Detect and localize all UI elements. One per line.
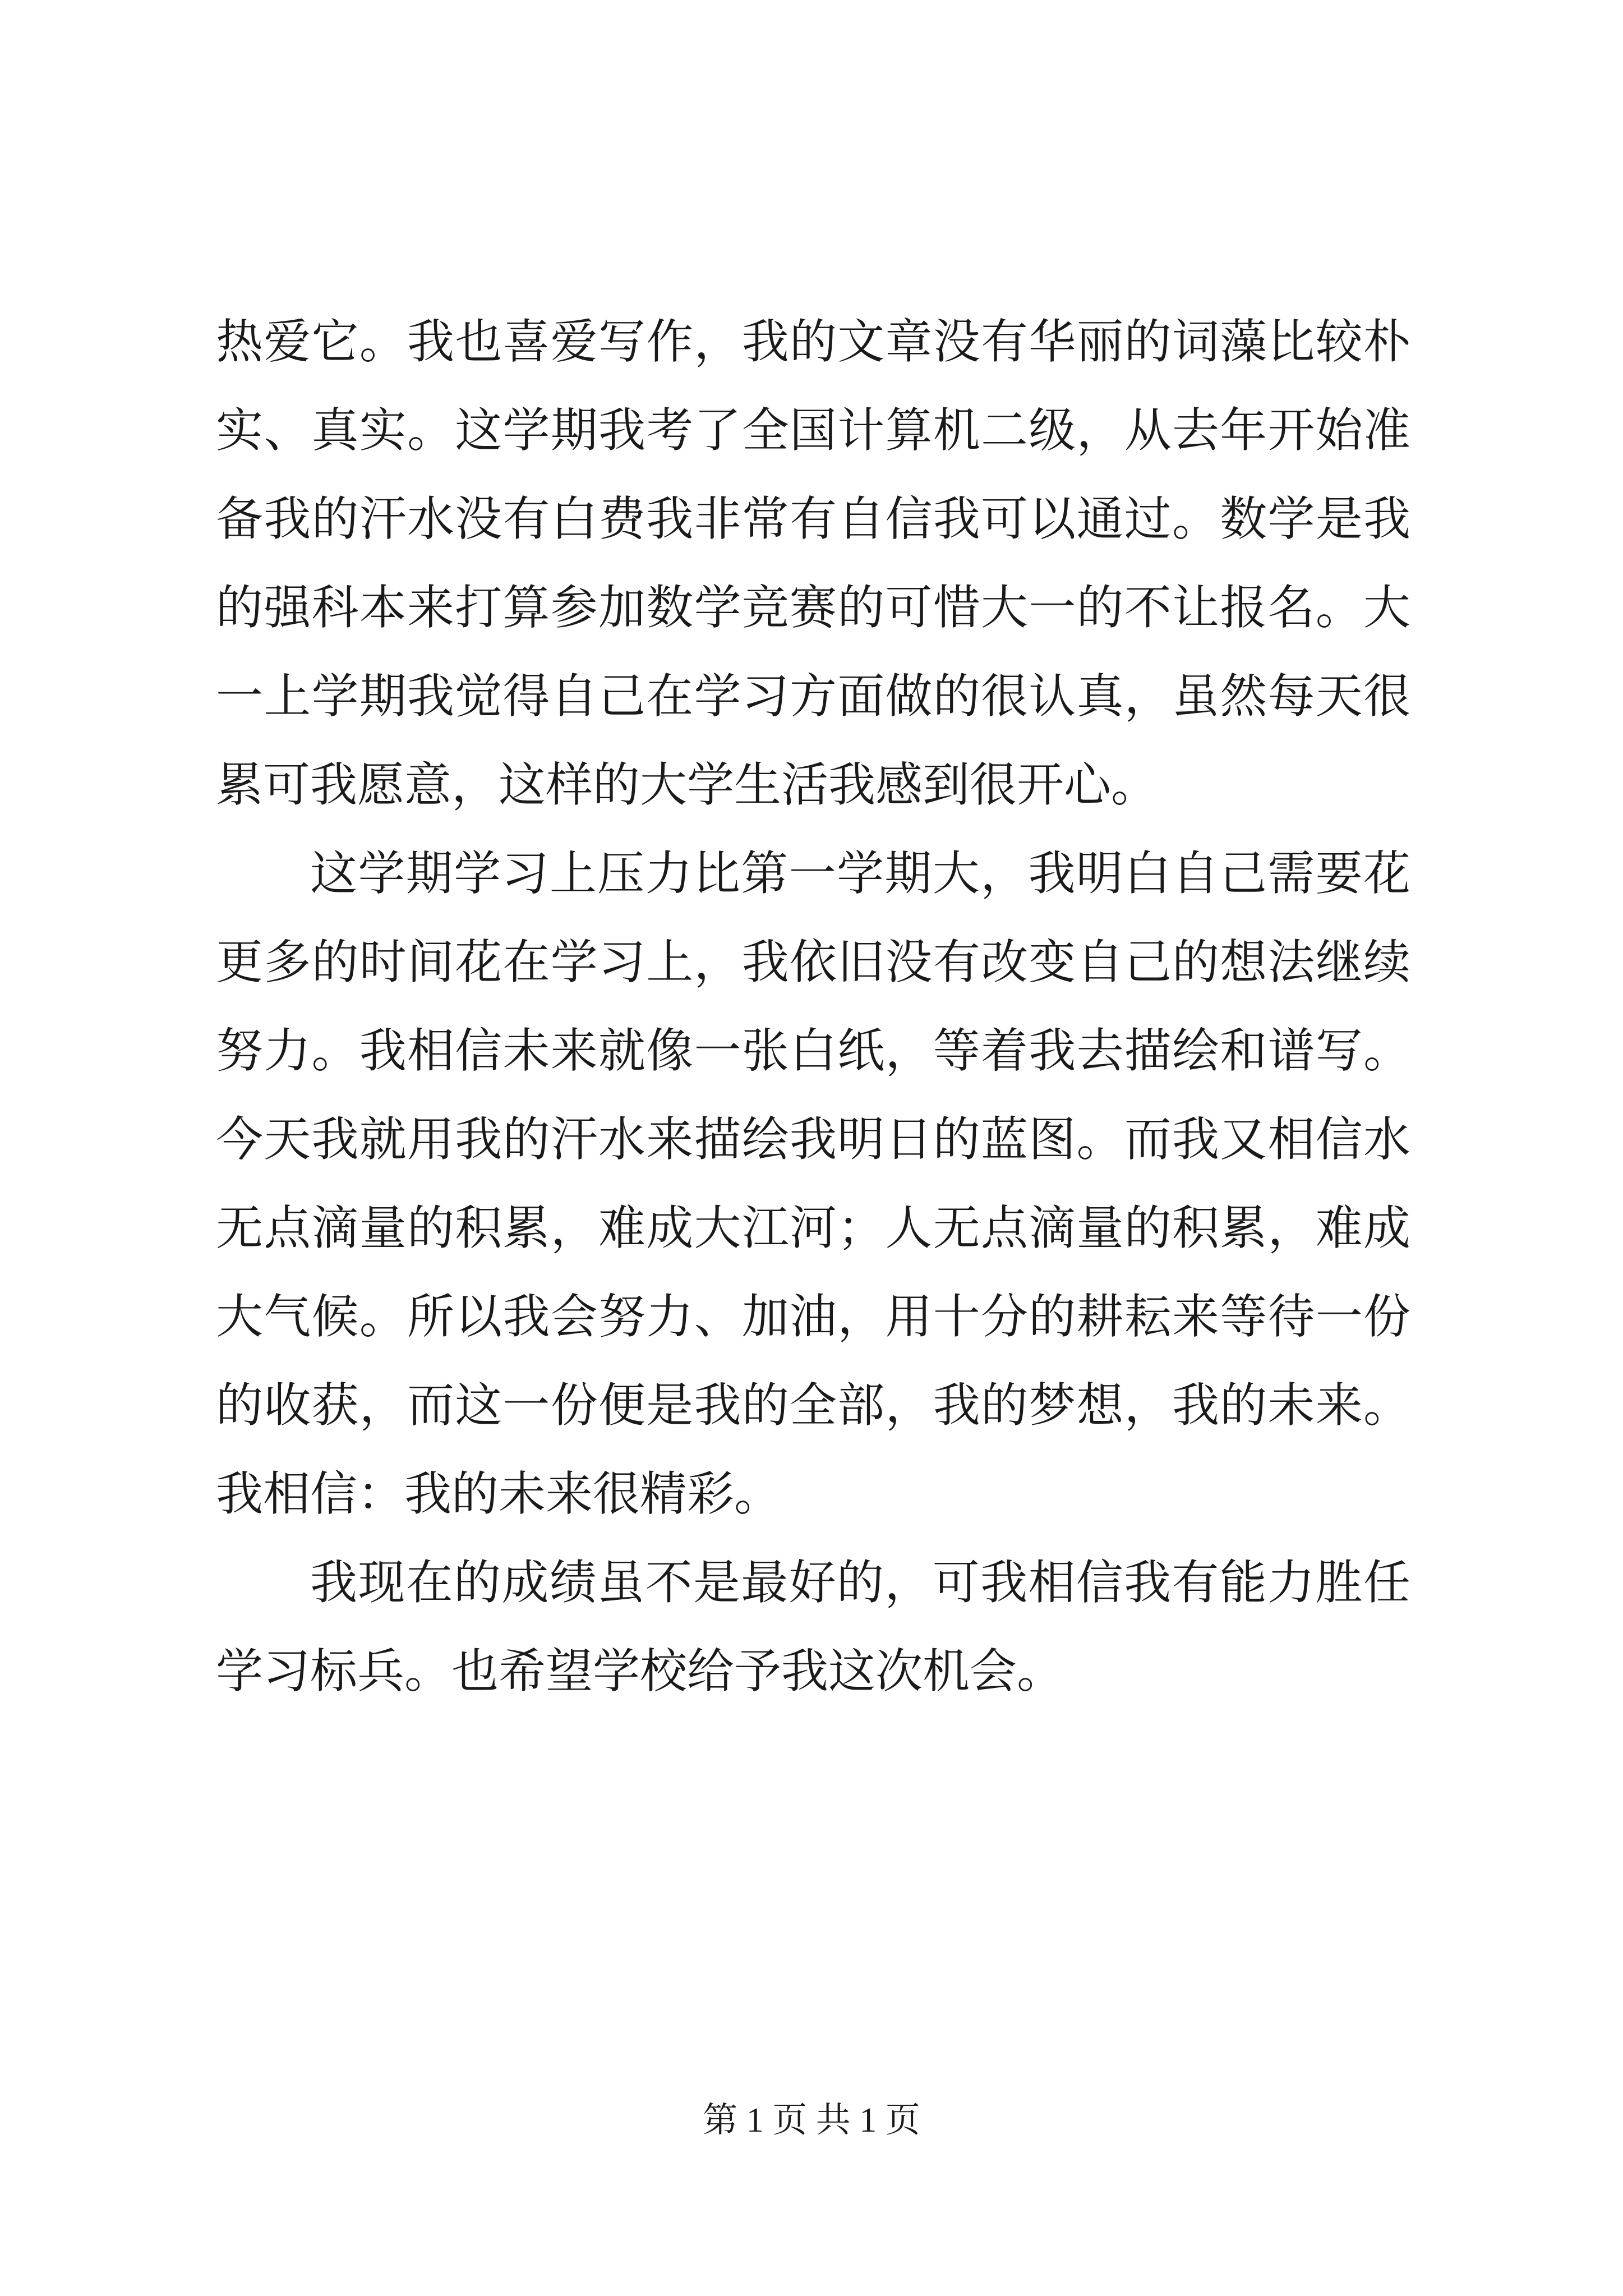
document-body <box>216 297 1410 1715</box>
paragraph-2: 这学期学习上压力比第一学期大，我明白自己需要花更多的时间花在学习上，我依旧没有改变自己的想法继续努力。我相信未来就像一张白纸，等着我去描绘和谱写。今天我就用我的汗水来描绘我明日的蓝图。而我又相信水无点滴量的积累，难成大江河；人无点滴量的积累，难成大气候。所以我会努力、加油，用十分的耕耘来等待一份的收获，而这一份便是我的全部，我的梦想，我的未来。我相信：我的未来很精彩。 <box>216 846 1410 1521</box>
paragraph-3: 我现在的成绩虽不是最好的，可我相信我有能力胜任学习标兵。也希望学校给予我这次机会。 <box>216 1555 1410 1699</box>
page-footer: 第 1 页 共 1 页 <box>703 2101 920 2139</box>
paragraph-1: 热爱它。我也喜爱写作，我的文章没有华丽的词藻比较朴实、真实。这学期我考了全国计算机二级，从去年开始准备我的汗水没有白费我非常有自信我可以通过。数学是我的强科本来打算参加数学竞赛的可惜大一的不让报名。大一上学期我觉得自己在学习方面做的很认真，虽然每天很累可我愿意，这样的大学生活我感到很开心。 <box>216 314 1410 812</box>
